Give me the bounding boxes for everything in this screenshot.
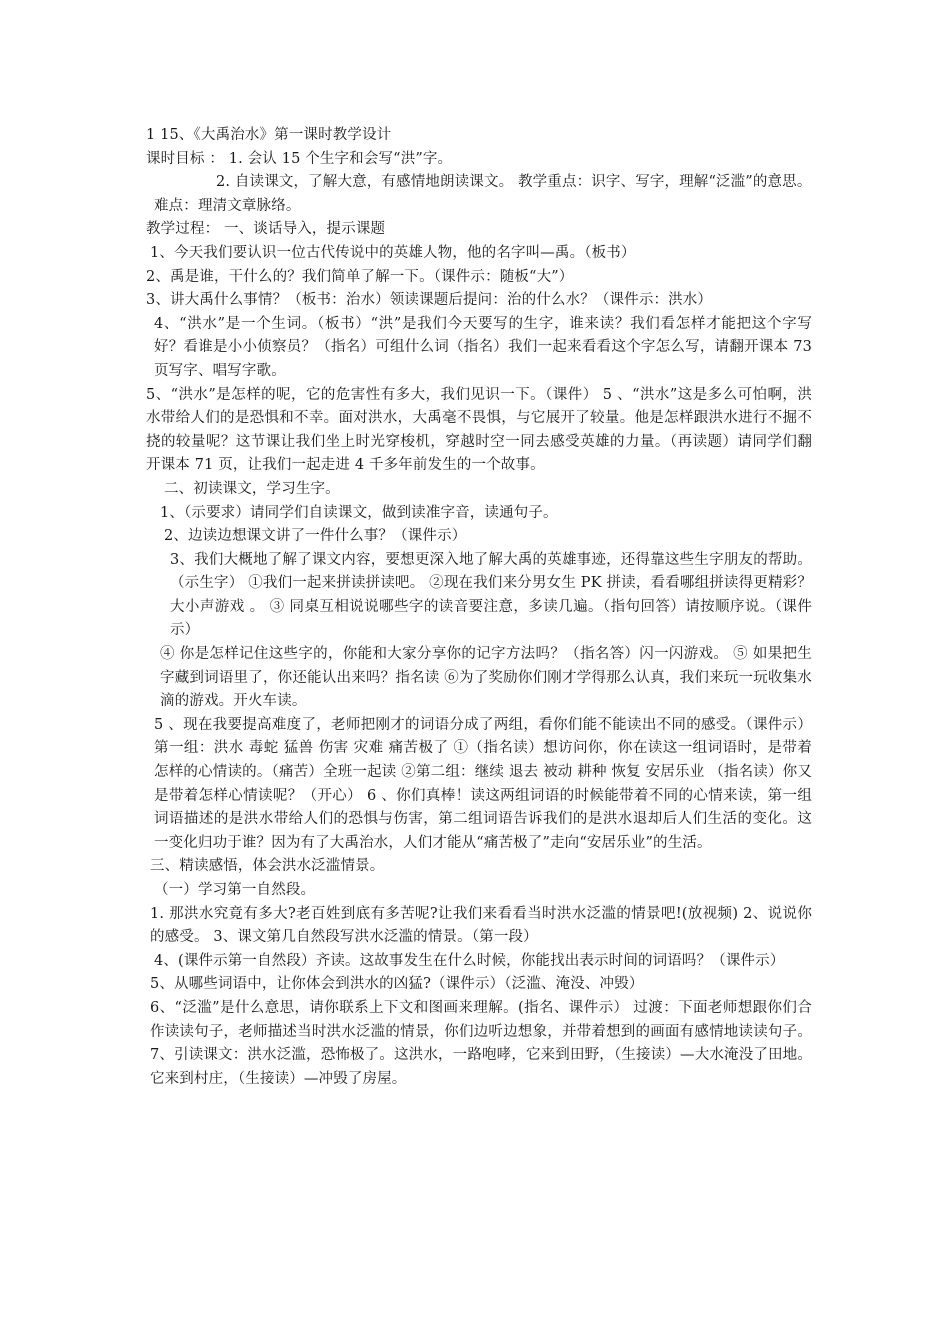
section-heading: 三、精读感悟，体会洪水泛滥情景。 <box>150 858 385 875</box>
document-body <box>146 124 812 1091</box>
paragraph: 2、边读边想课文讲了一件什么事？（课件示） <box>164 528 467 545</box>
subsection-heading: （一）学习第一自然段。 <box>154 882 316 898</box>
document-title: 1 15、《大禹治水》第一课时教学设计 <box>146 127 392 143</box>
paragraph: 4、(课件示第一自然段）齐读。这故事发生在什么时候，你能找出表示时间的词语吗？（课件示） <box>154 952 785 969</box>
paragraph: 3、我们大概地了解了课文内容，要想更深入地了解大禹的英雄事迹，还得靠这些生字朋友的帮助。（示生字） ①我们一起来拼读拼读吧。 ②现在我们来分男女生 PK 拼读，看看哪组拼读得更精彩？大小声游戏 。 ③ 同桌互相说说哪些字的读音要注意，多读几遍。（指句回答）请按顺序说。（课件示） <box>170 551 812 639</box>
paragraph: 1. 那洪水究竟有多大?老百姓到底有多苦呢?让我们来看看当时洪水泛滥的情景吧!(放视频) 2、说说你的感受。 3、课文第几自然段写洪水泛滥的情景。（第一段） <box>150 905 812 946</box>
paragraph: 5 、现在我要提高难度了，老师把刚才的词语分成了两组，看你们能不能读出不同的感受。（课件示）第一组：洪水 毒蛇 猛兽 伤害 灾难 痛苦极了 ①（指名读）想访问你，你在读这一组词语时，是带着怎样的心情读的。（痛苦）全班一起读 ②第二组：继续 退去 被动 耕种 恢复 安居乐业 （指名读）你又是带着怎样心情读呢？（开心） 6 、你们真棒！读这两组词语的时候能带着不同的心情来读，第一组词语描述的是洪水带给人们的恐惧与伤害，第二组词语告诉我们的是洪水退却后人们生活的变化。这一变化归功于谁？因为有了大禹治水，人们才能从“痛苦极了”走向“安居乐业”的生活。 <box>154 716 812 851</box>
objective-line-1: 课时目标 ： 1. 会认 15 个生字和会写“洪”字。 <box>146 150 453 167</box>
paragraph: 1、今天我们要认识一位古代传说中的英雄人物，他的名字叫—禹。（板书） <box>150 244 636 261</box>
paragraph: 1、（示要求）请同学们自读课文，做到读准字音，读通句子。 <box>160 504 558 521</box>
paragraph: 5、“洪水”是怎样的呢，它的危害性有多大，我们见识一下。（课件） 5 、“洪水”这是多么可怕啊，洪水带给人们的是恐惧和不幸。面对洪水，大禹毫不畏惧，与它展开了较量。他是怎样跟洪水进行不掘不挠的较量呢？这节课让我们坐上时光穿梭机，穿越时空一同去感受英雄的力量。（再读题）请同学们翻开课本 71 页，让我们一起走进 4 千多年前发生的一个故事。 <box>146 386 812 474</box>
paragraph: 2、禹是谁，干什么的？我们简单了解一下。（课件示：随板“大”） <box>146 268 574 285</box>
paragraph: 6、“泛滥”是什么意思，请你联系上下文和图画来理解。(指名、课件示） 过渡：下面老师想跟你们合作读读句子，老师描述当时洪水泛滥的情景，你们边听边想象，并带着想到的画面有感情地读读句子。 7、引读课文：洪水泛滥，恐怖极了。这洪水，一路咆哮，它来到田野，（生接读）—大水淹没了田地。 它来到村庄，（生接读）—冲毁了房屋。 <box>150 999 812 1087</box>
paragraph: 5、从哪些词语中，让你体会到洪水的凶猛?（课件示）（泛滥、淹没、冲毁） <box>150 976 644 993</box>
paragraph: 4、“洪水”是一个生词。（板书）“洪”是我们今天要写的生字，谁来读？我们看怎样才能把这个字写好？看谁是小小侦察员？（指名）可组什么词（指名）我们一起来看看这个字怎么写，请翻开课本 73 页写字、唱写字歌。 <box>154 315 812 379</box>
section-heading: 二、初读课文，学习生字。 <box>164 480 340 497</box>
difficulty-line: 难点：理清文章脉络。 <box>154 197 301 214</box>
process-heading: 教学过程： 一、谈话导入，提示课题 <box>146 221 386 238</box>
paragraph: ④ 你是怎样记住这些字的，你能和大家分享你的记字方法吗？（指名答）闪一闪游戏。 ⑤ 如果把生字藏到词语里了，你还能认出来吗？指名读 ⑥为了奖励你们刚才学得那么认真，我们来玩一玩收集水滴的游戏。开火车读。 <box>160 646 812 710</box>
objective-line-2: 2. 自读课文，了解大意，有感情地朗读课文。 教学重点：识字、写字，理解“泛滥”的意思。 <box>216 174 812 191</box>
paragraph: 3、讲大禹什么事情？（板书：治水）领读课题后提问：治的什么水？（课件示：洪水） <box>146 292 713 309</box>
